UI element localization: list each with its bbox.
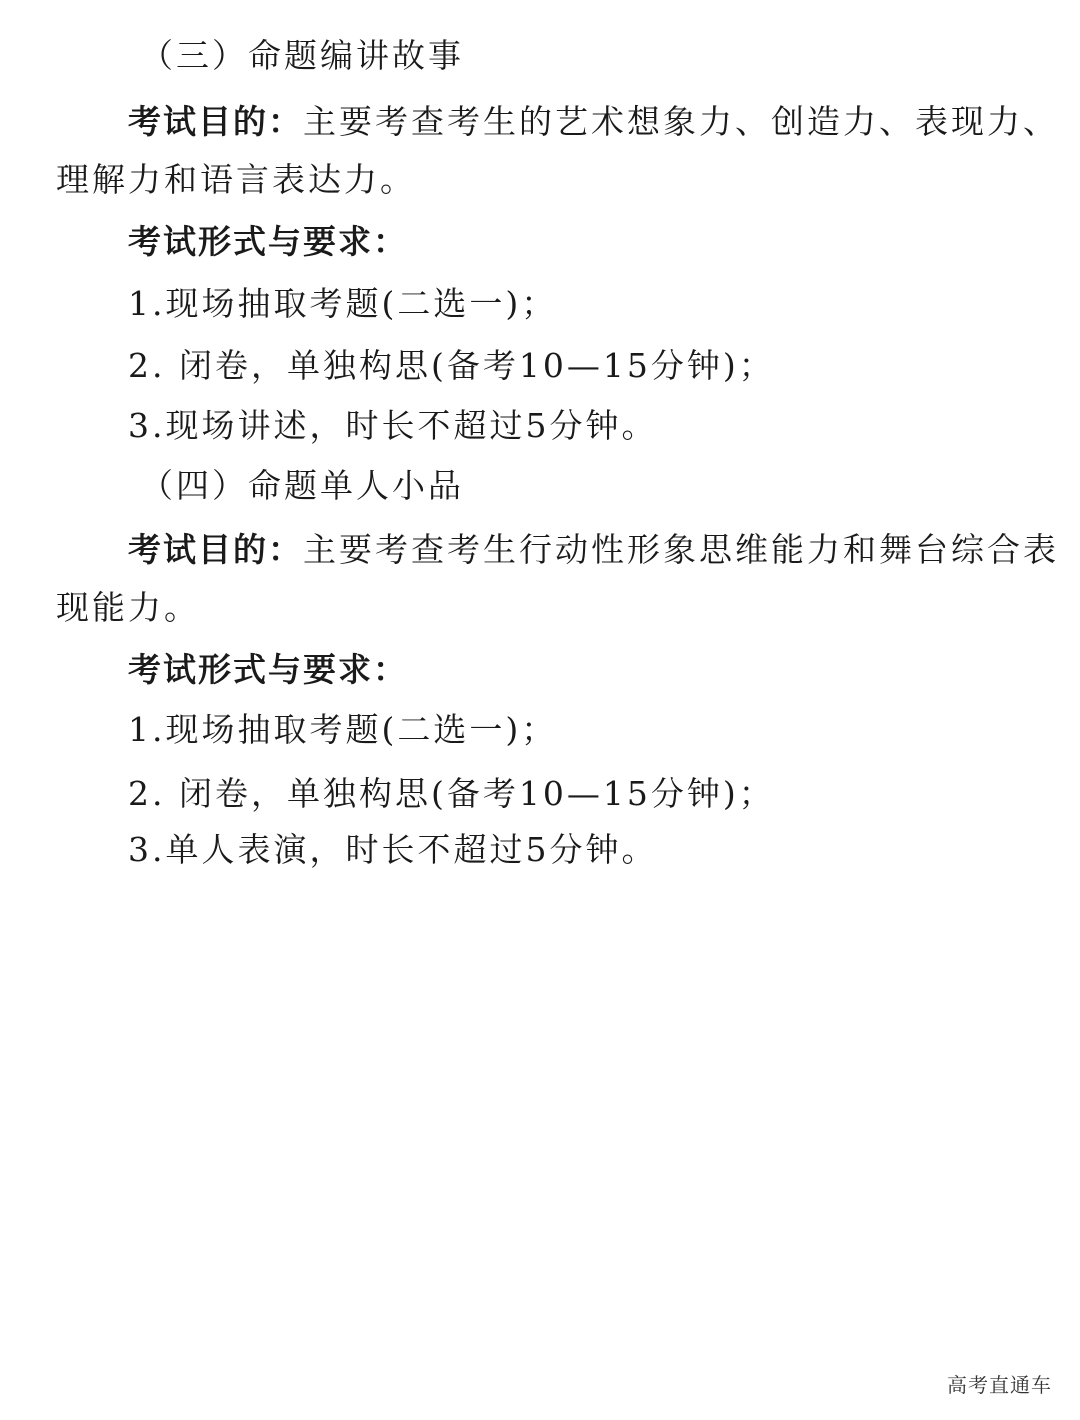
purpose-paragraph	[128, 102, 1059, 142]
list-item: 2. 闭卷，单独构思(备考10—15分钟)；	[128, 774, 775, 813]
list-item: 1.现场抽取考题(二选一)；	[128, 710, 558, 749]
purpose-text-continuation: 理解力和语言表达力。	[56, 160, 416, 199]
list-item: 2. 闭卷，单独构思(备考10—15分钟)；	[128, 346, 775, 385]
section-heading: （四）命题单人小品	[140, 466, 464, 505]
purpose-paragraph	[128, 530, 1059, 570]
purpose-label: 考试目的：	[128, 530, 303, 569]
list-item: 1.现场抽取考题(二选一)；	[128, 284, 558, 323]
form-label: 考试形式与要求：	[128, 650, 408, 689]
purpose-text: 主要考查考生的艺术想象力、创造力、表现力、	[303, 102, 1059, 141]
list-item: 3.单人表演，时长不超过5分钟。	[128, 830, 658, 869]
form-label: 考试形式与要求：	[128, 222, 408, 261]
section-heading: （三）命题编讲故事	[140, 36, 464, 75]
purpose-label: 考试目的：	[128, 102, 303, 141]
list-item: 3.现场讲述，时长不超过5分钟。	[128, 406, 658, 445]
purpose-text: 主要考查考生行动性形象思维能力和舞台综合表	[303, 530, 1059, 569]
purpose-text-continuation: 现能力。	[56, 588, 200, 627]
watermark: 高考直通车	[947, 1373, 1052, 1397]
